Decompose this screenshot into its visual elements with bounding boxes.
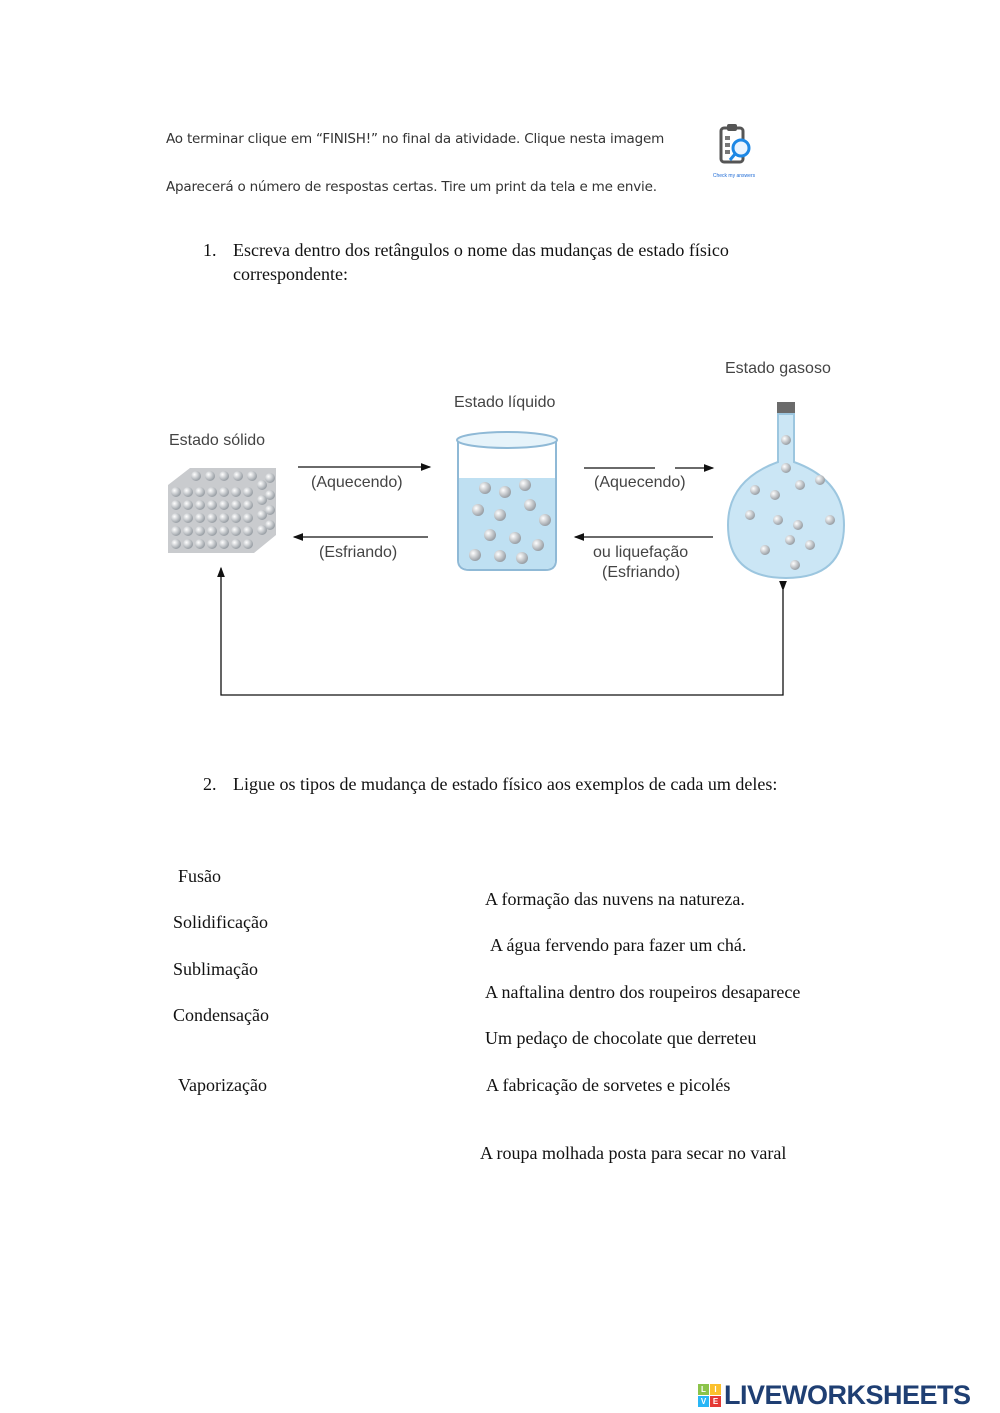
- question-1-number: 1.: [203, 240, 217, 260]
- solid-cube: [168, 468, 276, 553]
- label-gas: Estado gasoso: [725, 360, 831, 377]
- logo-badge: L I V E: [698, 1384, 721, 1407]
- question-2-number: 2.: [203, 774, 217, 794]
- label-cool-1: (Esfriando): [319, 544, 398, 561]
- type-sublimacao[interactable]: Sublimação: [173, 959, 258, 979]
- beaker: [457, 432, 557, 570]
- flask: [728, 402, 844, 578]
- type-condensacao[interactable]: Condensação: [173, 1005, 269, 1025]
- example-3[interactable]: A naftalina dentro dos roupeiros desaparece: [485, 982, 801, 1002]
- type-solidificacao[interactable]: Solidificação: [173, 912, 268, 932]
- label-solid: Estado sólido: [169, 432, 266, 449]
- logo-text: LIVEWORKSHEETS: [724, 1380, 971, 1410]
- type-fusao[interactable]: Fusão: [178, 866, 222, 886]
- label-cool-2b: (Esfriando): [602, 564, 681, 581]
- example-4[interactable]: Um pedaço de chocolate que derreteu: [485, 1028, 757, 1048]
- question-1-text-2: correspondente:: [233, 264, 348, 284]
- instruction-line-2: Aparecerá o número de respostas certas. Tire um print da tela e me envie.: [166, 179, 657, 195]
- question-1-text: Escreva dentro dos retângulos o nome das mudanças de estado físico: [233, 240, 729, 260]
- instruction-line-1: Ao terminar clique em “FINISH!” no final da atividade. Clique nesta imagem: [166, 131, 665, 147]
- label-cool-2: ou liquefação: [593, 544, 689, 561]
- liveworksheets-logo: [698, 1380, 971, 1411]
- label-heat-2: (Aquecendo): [594, 474, 686, 491]
- type-vaporizacao[interactable]: Vaporização: [178, 1075, 267, 1095]
- example-1[interactable]: A formação das nuvens na natureza.: [485, 889, 745, 909]
- question-2-text: Ligue os tipos de mudança de estado físico aos exemplos de cada um deles:: [233, 774, 778, 794]
- arrow-solid-gas-loop: [221, 568, 783, 695]
- example-2[interactable]: A água fervendo para fazer um chá.: [490, 935, 747, 955]
- check-answers-label: Check my answers: [712, 173, 756, 179]
- label-heat-1: (Aquecendo): [311, 474, 403, 491]
- label-liquid: Estado líquido: [454, 394, 556, 411]
- example-5[interactable]: A fabricação de sorvetes e picolés: [486, 1075, 731, 1095]
- example-6[interactable]: A roupa molhada posta para secar no varal: [480, 1143, 787, 1163]
